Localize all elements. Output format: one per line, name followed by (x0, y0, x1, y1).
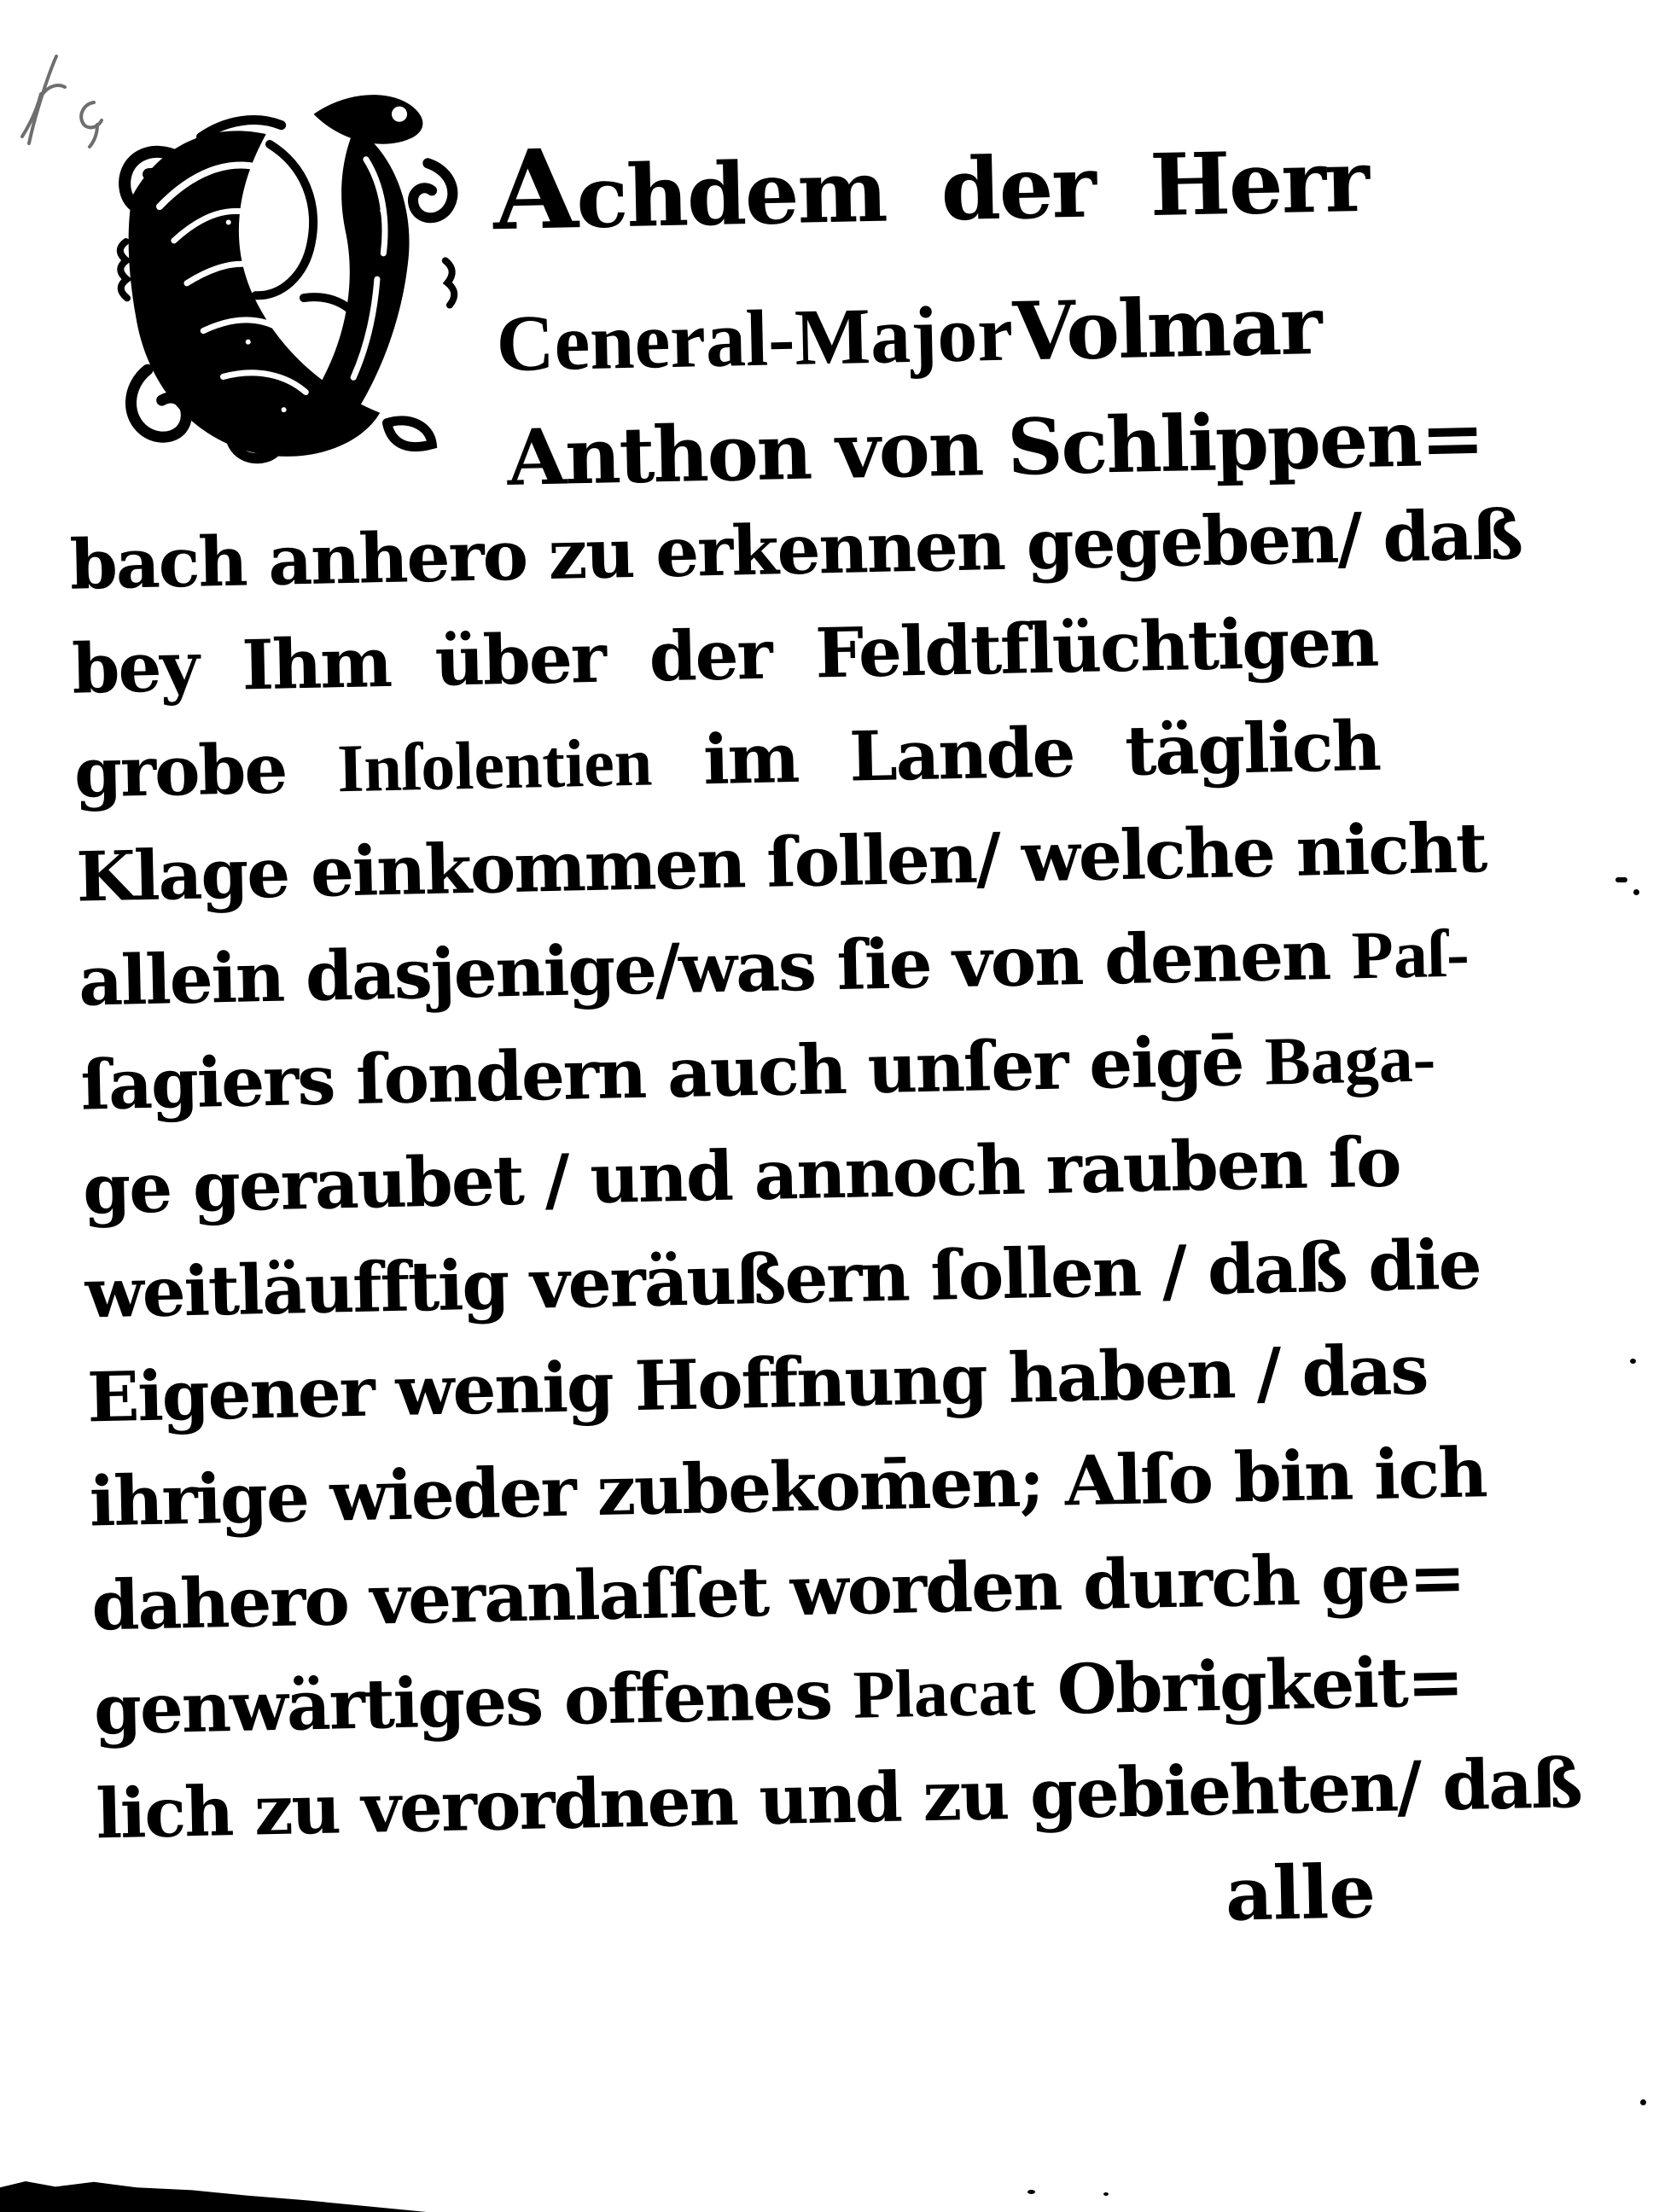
ink-smudge (0, 2178, 427, 2212)
catchword: alle (1224, 1848, 1377, 1938)
text-segment: Paſ- (1351, 916, 1470, 994)
text-segment: Obrigkeit= (1033, 1640, 1464, 1731)
text-segment: genwärtiges offenes (93, 1653, 854, 1750)
text-segment: Inſolentien (336, 725, 654, 807)
text-segment: lich zu verordnen und zu gebiehten/ daß (95, 1742, 1582, 1854)
text-segment: allein dasjenige/was ſie von denen (78, 914, 1353, 1022)
text-segment: Volmar (1011, 278, 1322, 380)
text-segment: Ceneral-Major (495, 288, 1015, 389)
text-segment: bach anhero zu erkennen gegeben/ daß (68, 494, 1522, 605)
text-segment: weitläufftig veräußern ſollen / daß die (84, 1224, 1481, 1334)
ink-speck (1630, 1359, 1636, 1364)
text-segment: ſagiers ſondern auch unſer eigē (79, 1020, 1266, 1126)
text-segment: Klage einkommen ſollen/ welche nicht (75, 807, 1487, 917)
ink-speck (1103, 2192, 1109, 2196)
text-segment: Eigener wenig Hoffnung haben / das (86, 1329, 1429, 1438)
ink-speck (1027, 2190, 1035, 2194)
text-segment: ge geraubet / und annoch rauben ſo (82, 1121, 1401, 1230)
text-segment: bey Ihm über der Feldtflüchtigen (71, 601, 1379, 709)
text-segment: dahero veranlaſſet worden durch ge= (90, 1536, 1465, 1646)
text-segment: Baga- (1264, 1021, 1437, 1100)
text-segment: im Lande täglich (651, 705, 1381, 801)
text-segment: ihrige wieder zubekom̄en; Alſo bin ich (88, 1432, 1487, 1542)
ink-speck (1640, 2099, 1646, 2105)
text-line-1 (61, 90, 1370, 292)
text-segment: A (492, 125, 578, 256)
ink-speck (1615, 877, 1627, 882)
text-segment: grobe (73, 727, 339, 813)
ink-speck (1633, 889, 1639, 895)
text-block (30, 46, 1582, 2139)
text-segment: Anthon von Schlippen= (506, 393, 1484, 504)
text-segment: Placat (852, 1654, 1036, 1733)
text-segment: chdem der Herr (575, 130, 1370, 248)
